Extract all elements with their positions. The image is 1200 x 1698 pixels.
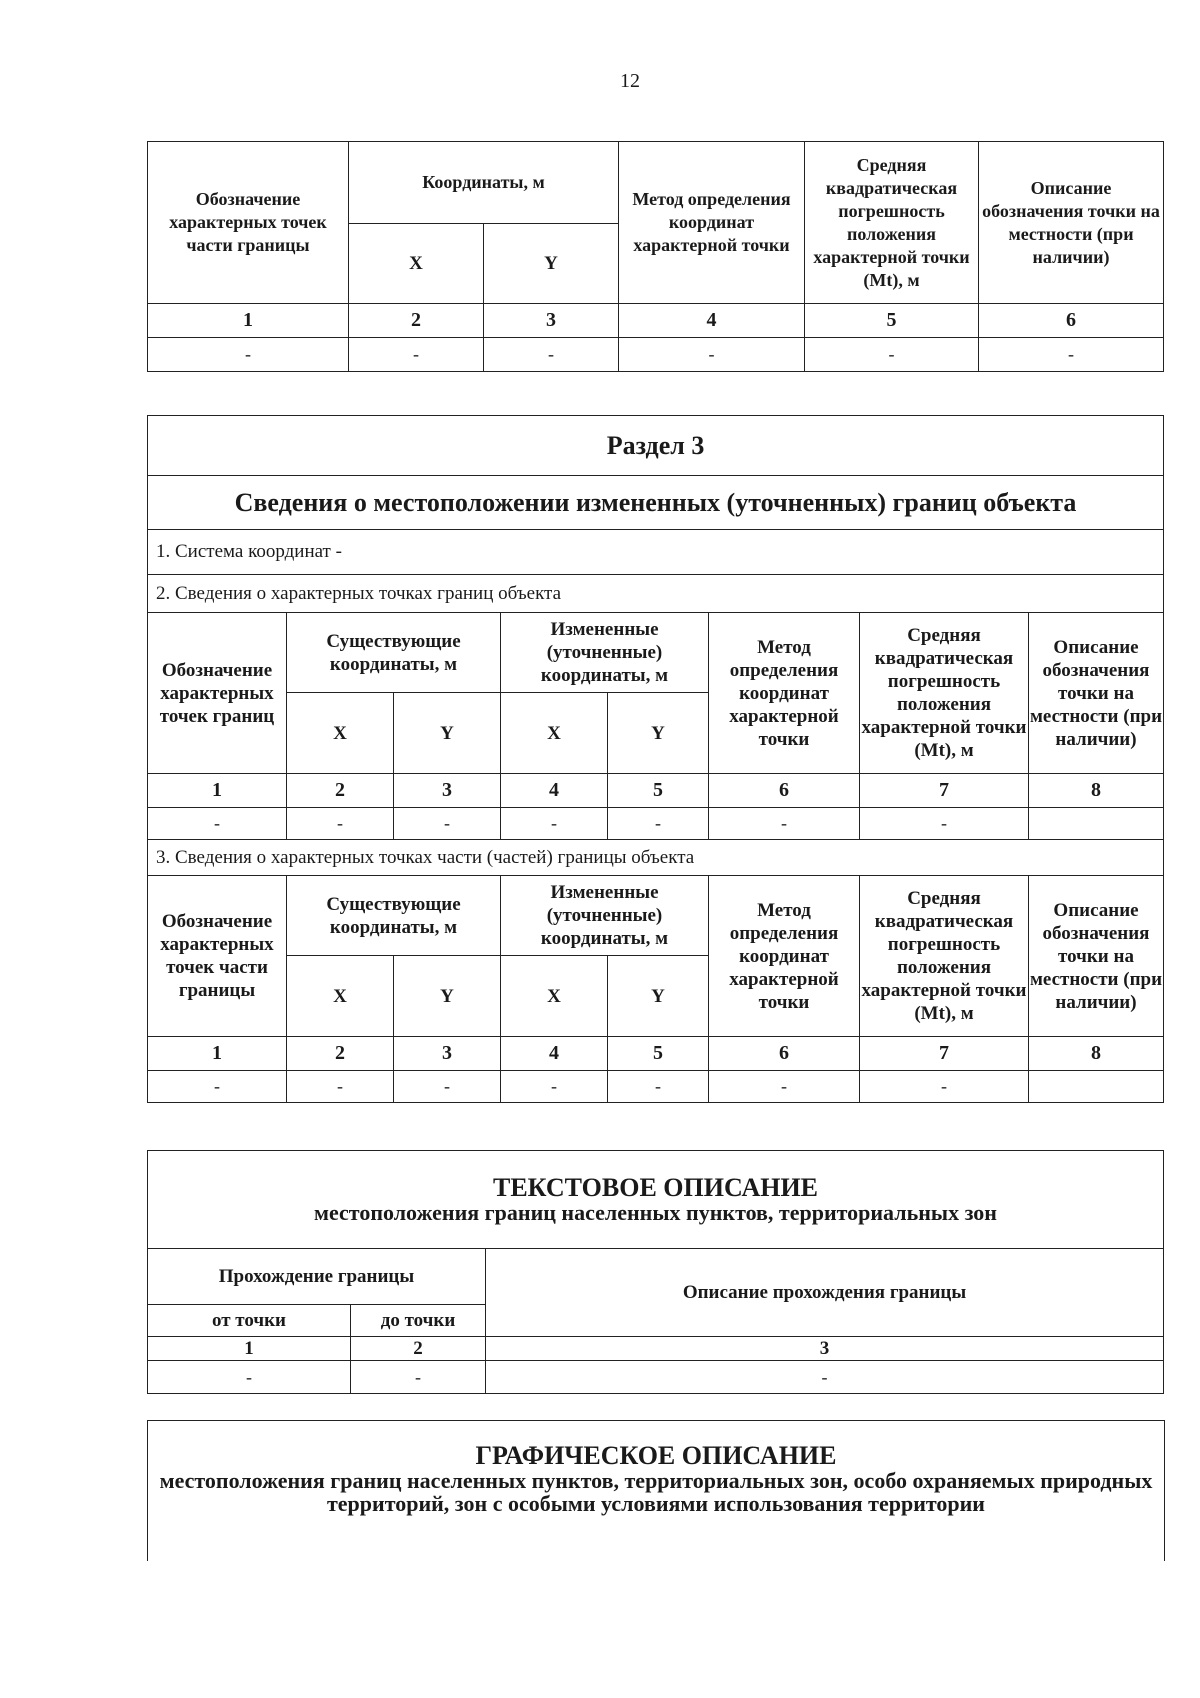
col-changed-header: Измененные (уточненные) координаты, м — [501, 613, 709, 693]
table-cell: - — [860, 808, 1029, 840]
col-method-header: Метод определения координат характерной точки — [619, 142, 805, 304]
text-desc-subtitle: местоположения границ населенных пунктов, территориальных зон — [314, 1200, 997, 1225]
table-cell: - — [860, 1071, 1029, 1103]
table-cell: - — [148, 808, 287, 840]
col-number: 5 — [608, 774, 709, 808]
part-points-table — [147, 141, 1164, 372]
table-cell: - — [501, 1071, 608, 1103]
table-cell: - — [148, 1071, 287, 1103]
col-method-header: Метод определения координат характерной точки — [709, 613, 860, 774]
section-title: Раздел 3 — [148, 416, 1164, 476]
col-number: 4 — [501, 1037, 608, 1071]
col-number: 4 — [501, 774, 608, 808]
table-cell: - — [351, 1361, 486, 1394]
col-number: 1 — [148, 1037, 287, 1071]
points-heading: 2. Сведения о характерных точках границ объекта — [148, 575, 1164, 613]
col-x-header: X — [501, 693, 608, 774]
col-y-header: Y — [608, 693, 709, 774]
graphic-desc-subtitle: местоположения границ населенных пунктов, территориальных зон, особо охраняемых природных территорий, зон с особыми условиями использования территории — [159, 1468, 1153, 1516]
col-error-header: Средняя квадратическая погрешность положения характерной точки (Mt), м — [860, 613, 1029, 774]
col-number: 6 — [709, 774, 860, 808]
col-number: 5 — [805, 304, 979, 338]
col-number: 2 — [351, 1337, 486, 1361]
col-x-header: X — [501, 956, 608, 1037]
table-cell: - — [486, 1361, 1164, 1394]
graphic-description-box — [147, 1420, 1165, 1561]
col-number: 3 — [486, 1337, 1164, 1361]
col-error-header: Средняя квадратическая погрешность положения характерной точки (Mt), м — [805, 142, 979, 304]
col-error-header: Средняя квадратическая погрешность положения характерной точки (Mt), м — [860, 876, 1029, 1037]
table-cell: - — [979, 338, 1164, 372]
col-method-header: Метод определения координат характерной точки — [709, 876, 860, 1037]
table-cell: - — [394, 1071, 501, 1103]
col-y-header: Y — [394, 956, 501, 1037]
col-number: 4 — [619, 304, 805, 338]
table-cell: - — [349, 338, 484, 372]
col-x-header: X — [287, 693, 394, 774]
col-x-header: X — [287, 956, 394, 1037]
col-passage-header: Прохождение границы — [148, 1249, 486, 1305]
col-y-header: Y — [394, 693, 501, 774]
col-number: 6 — [709, 1037, 860, 1071]
col-coords-header: Координаты, м — [349, 142, 619, 224]
col-x-header: X — [349, 224, 484, 304]
table-cell: - — [148, 1361, 351, 1394]
col-number: 7 — [860, 1037, 1029, 1071]
col-number: 1 — [148, 1337, 351, 1361]
col-desc-header: Описание обозначения точки на местности (при наличии) — [1029, 876, 1164, 1037]
graphic-desc-title: ГРАФИЧЕСКОЕ ОПИСАНИЕ — [475, 1441, 837, 1470]
col-desc-header: Описание обозначения точки на местности (при наличии) — [979, 142, 1164, 304]
col-number: 3 — [394, 774, 501, 808]
col-existing-header: Существующие координаты, м — [287, 876, 501, 956]
table-cell: - — [148, 338, 349, 372]
col-changed-header: Измененные (уточненные) координаты, м — [501, 876, 709, 956]
col-y-header: Y — [484, 224, 619, 304]
table-cell: - — [287, 1071, 394, 1103]
col-number: 7 — [860, 774, 1029, 808]
col-from-header: от точки — [148, 1305, 351, 1337]
table-cell: - — [501, 808, 608, 840]
table-cell — [1029, 808, 1164, 840]
table-cell: - — [709, 808, 860, 840]
table-cell: - — [709, 1071, 860, 1103]
col-y-header: Y — [608, 956, 709, 1037]
col-number: 2 — [349, 304, 484, 338]
col-point-header: Обозначение характерных точек границ — [148, 613, 287, 774]
col-desc-header: Описание обозначения точки на местности (при наличии) — [1029, 613, 1164, 774]
col-number: 8 — [1029, 1037, 1164, 1071]
col-number: 3 — [484, 304, 619, 338]
col-existing-header: Существующие координаты, м — [287, 613, 501, 693]
col-description-header: Описание прохождения границы — [486, 1249, 1164, 1337]
col-number: 2 — [287, 1037, 394, 1071]
section-subtitle: Сведения о местоположении измененных (уточненных) границ объекта — [148, 476, 1164, 530]
table-cell — [1029, 1071, 1164, 1103]
coord-system: 1. Система координат - — [148, 530, 1164, 575]
table-cell: - — [484, 338, 619, 372]
col-to-header: до точки — [351, 1305, 486, 1337]
col-number: 8 — [1029, 774, 1164, 808]
section3-table — [147, 415, 1164, 1103]
col-number: 1 — [148, 304, 349, 338]
text-desc-title: ТЕКСТОВОЕ ОПИСАНИЕ — [493, 1173, 819, 1202]
page-number: 12 — [620, 70, 640, 92]
table-cell: - — [608, 808, 709, 840]
col-number: 6 — [979, 304, 1164, 338]
text-description-table — [147, 1150, 1164, 1394]
col-point-part-header: Обозначение характерных точек части границы — [148, 876, 287, 1037]
col-number: 3 — [394, 1037, 501, 1071]
text-desc-header — [148, 1151, 1164, 1249]
col-number: 1 — [148, 774, 287, 808]
table-cell: - — [287, 808, 394, 840]
parts-heading: 3. Сведения о характерных точках части (частей) границы объекта — [148, 840, 1164, 876]
col-number: 5 — [608, 1037, 709, 1071]
col-number: 2 — [287, 774, 394, 808]
table-cell: - — [805, 338, 979, 372]
table-cell: - — [394, 808, 501, 840]
table-cell: - — [608, 1071, 709, 1103]
table-cell: - — [619, 338, 805, 372]
col-point-header: Обозначение характерных точек части границы — [148, 142, 349, 304]
